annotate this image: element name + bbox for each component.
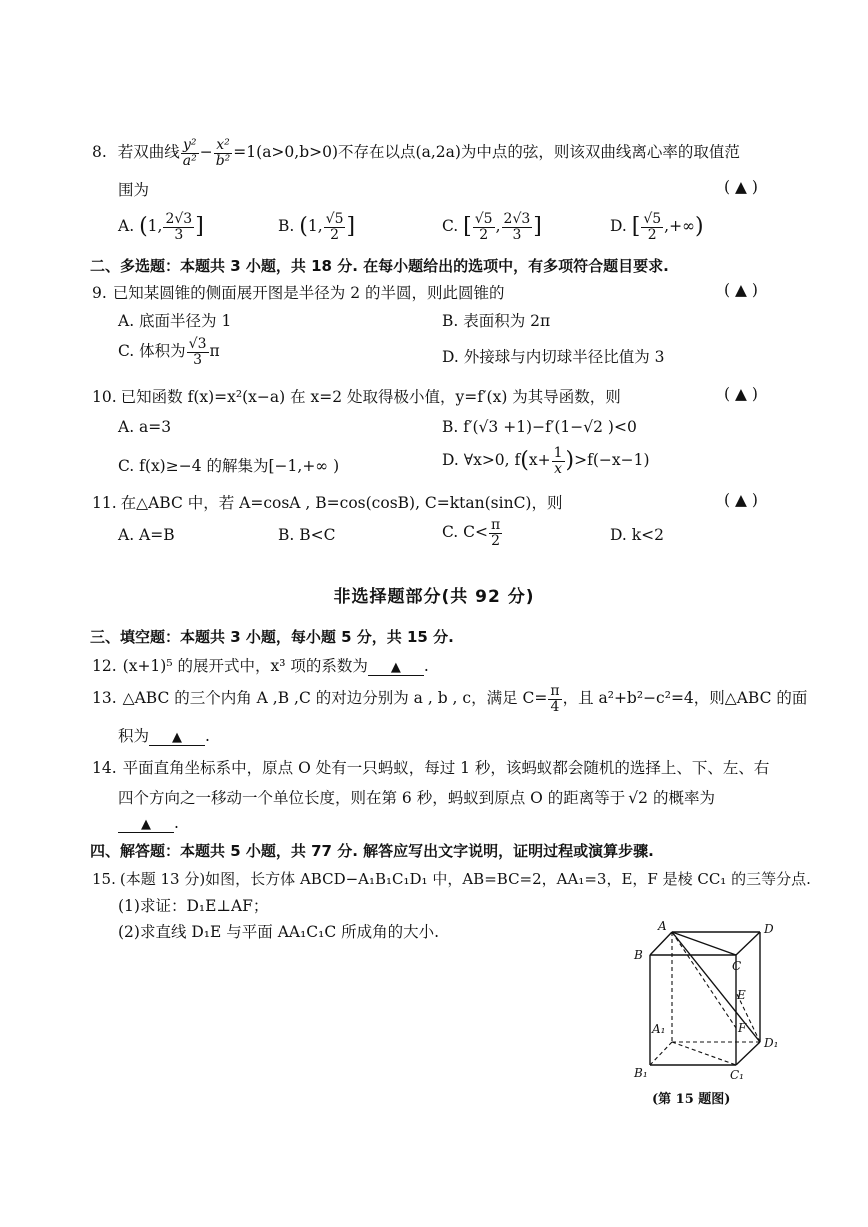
edge-CD (736, 932, 760, 955)
q11-option-d: D. k<2 (610, 526, 664, 544)
q8-answer-mark: ( ▲ ) (724, 178, 758, 196)
q8-lead: 若双曲线 (117, 143, 180, 162)
label-B: B (634, 948, 643, 962)
q10-option-d: D. ∀x>0, f(x+ $\frac{1}{x}$ )>f(−x−1) (442, 445, 650, 477)
q10-option-a: A. a=3 (118, 418, 172, 436)
section-4-heading: 四、解答题：本题共 5 小题，共 77 分. 解答应写出文字说明，证明过程或演算步骤. (90, 842, 654, 860)
label-A1: A₁ (652, 1022, 666, 1036)
q15-figure-caption: (第 15 题图) (652, 1092, 731, 1107)
q11-option-a: A. A=B (118, 526, 175, 544)
q12-line: 12. (x+1)⁵ 的展开式中，x³ 项的系数为 ▲ . (92, 657, 429, 675)
q14-line1: 14. 平面直角坐标系中，原点 O 处有一只蚂蚁，每过 1 秒，该蚂蚁都会随机的选择上、下、左、右 (92, 759, 770, 777)
part-2-title: 非选择题部分(共 92 分) (333, 587, 535, 607)
q8-option-a: A. (1, $\frac{2√3}{3}$ ] (118, 211, 204, 243)
section-2-heading: 二、多选题：本题共 3 小题，共 18 分. 在每小题给出的选项中，有多项符合题目要求. (90, 257, 669, 275)
q13-line2: 积为 ▲ . (118, 727, 210, 745)
label-C: C (732, 959, 742, 973)
q8-option-b: B. (1, $\frac{√5}{2}$ ] (278, 211, 356, 243)
q9-option-d: D. 外接球与内切球半径比值为 3 (442, 348, 665, 366)
label-E: E (737, 988, 746, 1002)
q10-option-c: C. f(x)≥−4 的解集为[−1,+∞ ) (118, 457, 340, 475)
q9-answer-mark: ( ▲ ) (724, 281, 758, 299)
q15-figure (620, 915, 800, 1085)
edge-C1D1 (736, 1042, 760, 1065)
q9-option-a: A. 底面半径为 1 (118, 312, 232, 330)
q14-line3: ▲ . (118, 814, 179, 833)
edge-AB (650, 932, 672, 955)
q9-option-c: C. 体积为 $\frac{√3}{3}$ π (118, 336, 220, 368)
label-C1: C₁ (730, 1068, 744, 1082)
q11-option-b: B. B<C (278, 526, 336, 544)
q8-line1 (92, 138, 740, 168)
q8-tail: =1(a>0,b>0)不存在以点(a,2a)为中点的弦，则该双曲线离心率的取值范 (233, 143, 740, 162)
label-A: A (658, 919, 667, 933)
q8-minus: − (199, 143, 213, 162)
q8-option-c: C. [ $\frac{√5}{2}$ , $\frac{2√3}{3}$ ] (442, 211, 542, 243)
label-B1: B₁ (634, 1066, 648, 1080)
q12-blank: ▲ (368, 660, 424, 676)
q14-blank: ▲ (118, 817, 174, 833)
q15-line1: 15. (本题 13 分)如图，长方体 ABCD−A₁B₁C₁D₁ 中，AB=BC=2，AA₁=3，E，F 是棱 CC₁ 的三等分点. (92, 870, 811, 888)
section-3-heading: 三、填空题：本题共 3 小题，每小题 5 分，共 15 分. (90, 628, 454, 646)
q15-part2: (2)求直线 D₁E 与平面 AA₁C₁C 所成角的大小. (118, 923, 440, 941)
q8-line2: 围为 (118, 181, 150, 199)
q9-stem: 9. 已知某圆锥的侧面展开图是半径为 2 的半圆，则此圆锥的 (92, 284, 505, 302)
q8-frac-y: $\frac{\text{y²}}{\text{a²}}$ (182, 137, 197, 169)
edge-A1C1 (672, 1042, 736, 1065)
q10-stem: 10. 已知函数 f(x)=x²(x−a) 在 x=2 处取得极小值，y=f′(x) 为其导函数，则 (92, 388, 621, 406)
q13-line1: 13. △ABC 的三个内角 A ,B ,C 的对边分别为 a , b , c，满足 C= $\frac{\pi}{4}$ ，且 a²+b²−c²=4，则△ABC 的面 (92, 683, 808, 715)
q8-option-d: D. [ $\frac{√5}{2}$ ,+∞) (610, 211, 704, 243)
label-D1: D₁ (764, 1036, 779, 1050)
q10-answer-mark: ( ▲ ) (724, 385, 758, 403)
q9-option-b: B. 表面积为 2π (442, 312, 551, 330)
q11-stem: 11. 在△ABC 中，若 A=cosA , B=cos(cosB), C=ktan(sinC)，则 (92, 494, 563, 512)
segment-AF (672, 932, 736, 1028)
q8-frac-x: $\frac{\text{x²}}{\text{b²}}$ (215, 137, 231, 169)
edge-A1B1 (650, 1042, 672, 1065)
q11-answer-mark: ( ▲ ) (724, 491, 758, 509)
q11-option-c: C. C< $\frac{\pi}{2}$ (442, 517, 501, 549)
q15-part1: (1)求证：D₁E⊥AF； (118, 897, 269, 915)
label-D: D (764, 922, 774, 936)
label-F: F (738, 1021, 747, 1035)
q14-line2: 四个方向之一移动一个单位长度，则在第 6 秒，蚂蚁到原点 O 的距离等于 √2 的概率为 (118, 789, 715, 807)
q8-number: 8. (92, 143, 107, 162)
q13-blank: ▲ (149, 730, 205, 746)
q10-option-b: B. f′(√3 +1)−f′(1−√2 )<0 (442, 418, 637, 436)
